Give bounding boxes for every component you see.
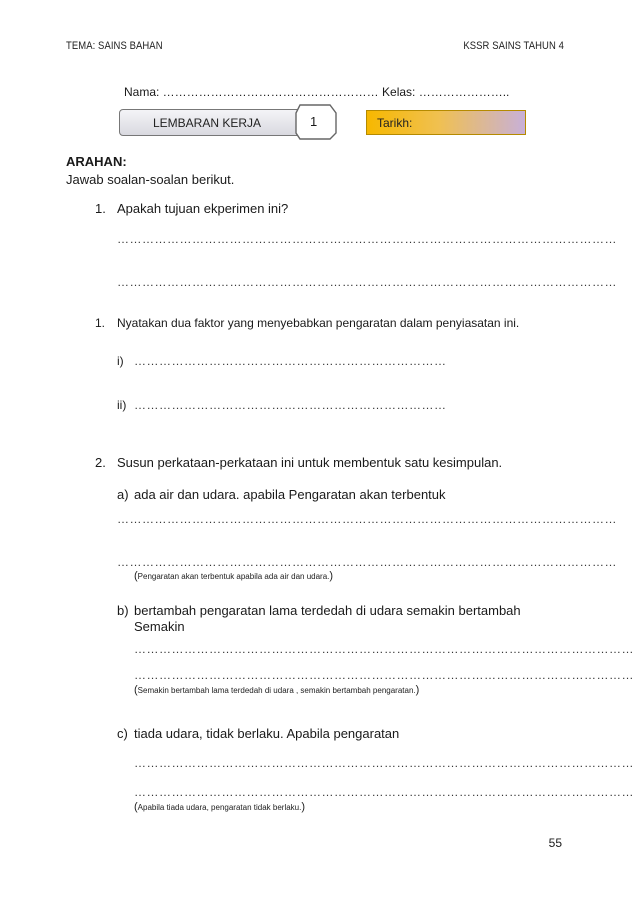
q2c-text: tiada udara, tidak berlaku. Apabila pengaratan [134, 726, 400, 741]
worksheet-title: LEMBARAN KERJA [153, 116, 262, 130]
q2a-text: ada air dan udara. apabila Pengaratan akan terbentuk [134, 487, 446, 502]
q2c-hint: (Apabila tiada udara, pengaratan tidak berlaku.) [134, 801, 306, 813]
worksheet-number: 1 [310, 114, 318, 129]
factor-ii-label: ii) [117, 398, 127, 412]
q2b-text-2: Semakin [134, 619, 185, 634]
factor-i-label: i) [117, 354, 124, 368]
answer-line: ………………………………………………………………………………………………………… [117, 275, 617, 289]
nama-kelas-line: Nama: ……………………………………………… Kelas: ………………….. [124, 85, 510, 99]
answer-line: ………………………………………………………………………………………………………… [117, 555, 617, 569]
q2c-label: c) [117, 726, 128, 741]
q2b-text: bertambah pengaratan lama terdedah di udara semakin bertambah [134, 603, 521, 618]
answer-line: ………………………………………………………………………………………………………… [117, 512, 617, 526]
q1-number: 1. [95, 201, 106, 216]
answer-line: ………………………………………………………………………………………………………… [117, 232, 617, 246]
q2-number: 2. [95, 455, 106, 470]
q2a-label: a) [117, 487, 129, 502]
answer-line: ………………………………………………………………………………………………………… [134, 668, 634, 682]
answer-line: ………………………………………………………………… [134, 354, 447, 368]
header-right: KSSR SAINS TAHUN 4 [463, 40, 564, 52]
q1-text: Apakah tujuan ekperimen ini? [117, 201, 289, 216]
q2b-hint: (Semakin bertambah lama terdedah di udara , semakin bertambah pengaratan.) [134, 684, 420, 696]
q1b-text: Nyatakan dua faktor yang menyebabkan pengaratan dalam penyiasatan ini. [117, 316, 520, 330]
q1b-number: 1. [95, 316, 106, 330]
instructions-text: Jawab soalan-soalan berikut. [66, 172, 235, 187]
answer-line: ………………………………………………………………… [134, 398, 447, 412]
tarikh-box [366, 110, 526, 135]
q2b-label: b) [117, 603, 129, 618]
q2-text: Susun perkataan-perkataan ini untuk membentuk satu kesimpulan. [117, 455, 503, 470]
answer-line: ………………………………………………………………………………………………………… [134, 756, 634, 770]
page-number: 55 [548, 836, 562, 850]
answer-line: ………………………………………………………………………………………………………… [134, 642, 634, 656]
q2a-hint: (Pengaratan akan terbentuk apabila ada air dan udara.) [134, 570, 334, 582]
answer-line: ………………………………………………………………………………………………………… [134, 785, 634, 799]
tarikh-label: Tarikh: [377, 116, 413, 130]
header-left: TEMA: SAINS BAHAN [66, 40, 163, 52]
instructions-heading: ARAHAN: [66, 154, 127, 169]
